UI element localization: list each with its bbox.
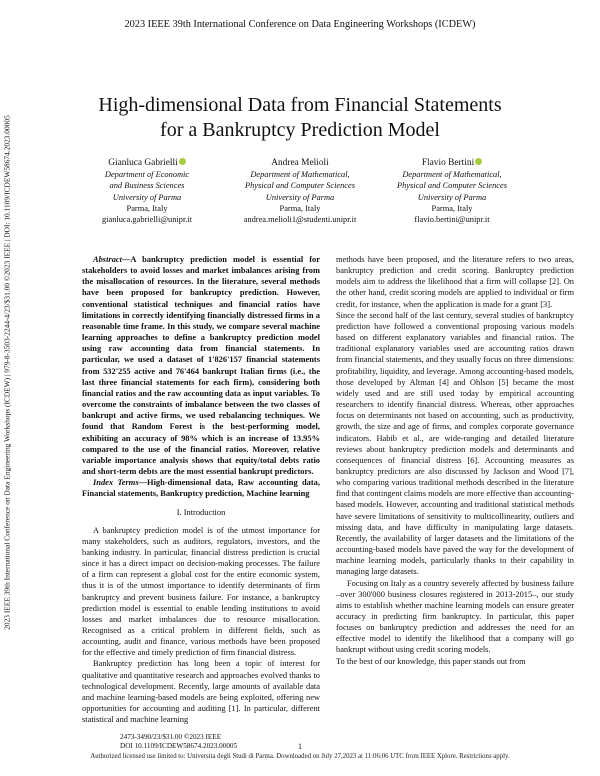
- left-column: [82, 254, 320, 725]
- doi-line[interactable]: DOI 10.1109/ICDEW58674.2023.00005: [120, 741, 238, 750]
- author-affiliation: Department of Mathematical,: [250, 170, 350, 180]
- section-heading: I. Introduction: [176, 507, 226, 518]
- author-affiliation: and Business Sciences: [109, 181, 185, 191]
- conference-header: 2023 IEEE 39th International Conference on Data Engineering Workshops (ICDEW): [124, 19, 476, 30]
- abstract-text: —A bankruptcy prediction model is essential for stakeholders to avoid losses and market imbalances arising from the misallocation of resources. In the literature, several methods have been proposed for bankruptcy prediction. However, conventional statistical techniques and financial ratios have limitations in correctly identifying financially distressed firms in a reasonable time frame. In this study, we compare several machine learning approaches to define a bankruptcy prediction model using raw accounting data from financial statements. In particular, we used a dataset of 1'826'157 financial statements from 532'255 active and 76'464 bankrupt Italian firms (i.e., the last three financial statements for each firm), considering both financial ratios and the raw accounting data as input variables. To overcome the constraints of imbalance between the two classes of bankrupt and active firms, we used rebalancing techniques. We found that Random Forest is the best-performing model, exhibiting an accuracy of 98% which is an increase of 13.95% compared to the use of the financial ratios. Moreover, relative variable importance analysis shows that equity/total debts ratio and short-term debts are the most essential bankrupt predictors.: [82, 254, 320, 476]
- author-email[interactable]: gianluca.gabrielli@unipr.it: [101, 215, 193, 225]
- body-paragraph-1: methods have been proposed, and the literature refers to two areas, bankruptcy prediction and credit scoring. Bankruptcy prediction models aim to address the likelihood that a firm will collapse [2]. On the other hand, credit scoring models are applied to individual or firm credit, for instance, when the application is made for a grant [3].: [336, 254, 574, 309]
- author-university: University of Parma: [265, 192, 335, 202]
- right-column: [336, 254, 574, 667]
- orcid-icon[interactable]: [179, 158, 186, 165]
- author-name: Gianluca Gabrielli: [108, 158, 178, 168]
- author-name: Flavio Bertini: [421, 158, 475, 168]
- author-university: University of Parma: [112, 192, 182, 202]
- license-notice: Authorized licensed use limited to: Universita degli Studi di Parma. Downloaded on July 27,2023 at 11:06:06 UTC from IEEE Xplore. Restrictions apply.: [90, 753, 510, 760]
- author-affiliation: Department of Mathematical,: [402, 170, 502, 180]
- author-location: Parma, Italy: [279, 203, 321, 213]
- body-paragraph-3: Focusing on Italy as a country severely affected by business failure –over 300'000 business closures registered in 2013-2015–, our study aims to establish whether machine learning models can ensure greater accuracy in predicting firm bankruptcy. In particular, this paper focuses on bankruptcy prediction and addresses the need for an effective model to identify the likelihood that a company will go bankrupt without using credit scoring models.: [336, 577, 574, 655]
- title-line-1: High-dimensional Data from Financial Statements: [98, 94, 502, 116]
- intro-paragraph-1: A bankruptcy prediction model is of the utmost importance for many stakeholders, such as auditors, regulators, investors, and the banking industry. In particular, financial distress prediction is crucial since it has a direct impact on decision-making processes. The failure of a firm can represent a global cost for the entire economic system, thus it is of the utmost importance to identify determinants of firm bankruptcy and prevent business failure. For instance, a bankruptcy prediction model is essential to enable lending institutions to avoid losses and market imbalances due to resource misallocation. Recognised as a critical problem in different fields, such as accounting, audit and finance, various methods have been proposed for the effective and timely prediction of firm financial distress.: [82, 524, 320, 658]
- author-block-3: [360, 158, 544, 225]
- author-affiliation: Department of Economic: [104, 170, 190, 180]
- author-affiliation: Physical and Computer Sciences: [396, 181, 507, 191]
- author-location: Parma, Italy: [126, 203, 168, 213]
- index-terms-text: —High-dimensional data, Raw accounting data, Financial statements, Bankruptcy prediction, Machine learning: [82, 477, 320, 499]
- author-location: Parma, Italy: [431, 203, 473, 213]
- body-paragraph-2: Since the second half of the last century, several studies of bankruptcy prediction have followed a conventional proposing various models based on different explanatory variables and financial ratios. The traditional explanatory variables used are accounting ratios drawn from financial statements, and they usually focus on three dimensions: profitability, liquidity, and leverage. Among accounting-based models, those developed by Altman [4] and Ohlson [5] became the most widely used and are still used today by empirical accounting researchers to identify financial distress. Whereas, other approaches focus on determinants not based on accounting, such as productivity, growth, the size and age of firms, and complex corporate governance indicators. Habib et al., are wide-ranging and detailed literature reviews about bankruptcy prediction models and determinants and consequences of financial distress [6]. Accounting measures as bankruptcy predictors are also discussed by Jackson and Wood [7], who comparing various traditional methods described in the literature find that contingent claims models are more effective than accounting-based models. However, accounting and traditional statistical methods have severe limitations of sensitivity to multicollinearity, outliers and missing data, and have difficulty in manipulating large datasets. Recently, the availability of larger datasets and the limitations of the accounting-based models have paved the way for the development of machine learning models, particularly thanks to their capability in managing large datasets.: [336, 309, 574, 577]
- paper-title: [40, 93, 560, 143]
- copyright-line: 2473-3490/23/$31.00 ©2023 IEEE: [120, 733, 222, 741]
- abstract: [82, 254, 320, 477]
- index-terms: [82, 477, 320, 499]
- abstract-label: Abstract: [93, 254, 122, 264]
- orcid-icon[interactable]: [475, 158, 482, 165]
- title-line-2: for a Bankruptcy Prediction Model: [160, 119, 440, 141]
- author-email[interactable]: andrea.melioli1@studenti.unipr.it: [243, 215, 357, 225]
- author-university: University of Parma: [417, 192, 487, 202]
- index-terms-label: Index Terms: [93, 477, 139, 488]
- author-affiliation: Physical and Computer Sciences: [244, 181, 355, 191]
- page-number: 1: [298, 742, 302, 751]
- author-email[interactable]: flavio.bertini@unipr.it: [414, 215, 490, 225]
- intro-paragraph-2: Bankruptcy prediction has long been a topic of interest for qualitative and quantitative research and approaches evolved thanks to technological development. Recently, large amounts of available data and machine learning-based models are being exploited, offering new opportunities for accounting and auditing [1]. In particular, different statistical and machine learning: [82, 658, 320, 725]
- body-paragraph-4: To the best of our knowledge, this paper stands out from: [336, 655, 526, 666]
- author-name: Andrea Melioli: [271, 158, 329, 168]
- sidebar-doi-text: 2023 IEEE 39th International Conference on Data Engineering Workshops (ICDEW) | 979-8-3503-2244-4/23/$31.00 ©2023 IEEE | DOI: 10.1109/ICDEW58674.2023.00005: [2, 115, 12, 630]
